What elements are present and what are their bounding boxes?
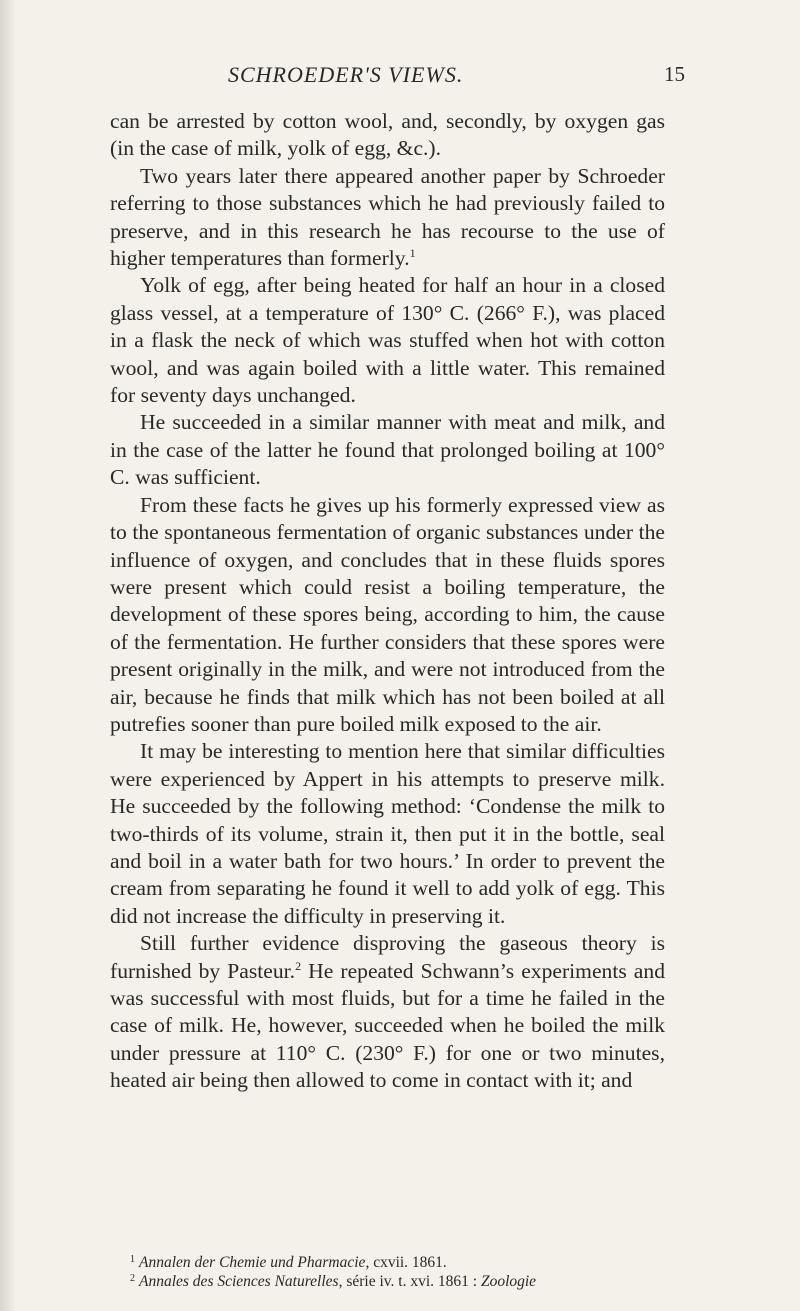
paragraph-5: From these facts he gives up his formerly expressed view as to the spontaneous fermentation of organic substances under the influence of oxygen, and concludes that in these fluids spores were present which could resist a boiling temperature, the development of these spores being, according to him, the cause of the fermentation. He further considers that these spores were present originally in the milk, and were not introduced from the air, because he finds that milk which has not been boiled at all putrefies sooner than pure boiled milk exposed to the air.: [110, 492, 665, 736]
body-text: [110, 108, 665, 1095]
paragraph-7: Still further evidence disproving the gaseous theory is furnished by Pasteur.$^2$ He repeated Schwann’s experiments and was successful with most fluids, but for a time he failed in the case of milk. He, however, succeeded when he boiled the milk under pressure at 110° C. (230° F.) for one or two minutes, heated air being then allowed to come in contact with it; and: [110, 931, 665, 1093]
footnote-1: [130, 1253, 670, 1272]
footnote-section: Zoologie: [480, 1273, 537, 1290]
footnote-mark: 1: [130, 1254, 135, 1265]
footnote-mark: 2: [130, 1273, 135, 1284]
footnote-citation: , cxvii. 1861.: [365, 1254, 447, 1271]
paragraph-4: He succeeded in a similar manner with meat and milk, and in the case of the latter he found that prolonged boiling at 100° C. was sufficient.: [110, 410, 665, 490]
running-head: SCHROEDER'S VIEWS.: [228, 62, 464, 87]
footnotes: [130, 1253, 670, 1291]
paragraph-2: Two years later there appeared another paper by Schroeder referring to those substances which he had previously failed to preserve, and in this research he has recourse to the use of higher temperatures than formerly.$^1$: [110, 163, 665, 271]
footnote-source-title: Annales des Sciences Naturelles: [139, 1273, 339, 1290]
footnote-ref-1[interactable]: 1: [409, 246, 416, 261]
paragraph-3: Yolk of egg, after being heated for half an hour in a closed glass vessel, at a temperature of 130° C. (266° F.), was placed in a flask the neck of which was stuffed when hot with cotton wool, and was again boiled with a little water. This remained for seventy days unchanged.: [110, 273, 665, 408]
page-spine-shadow: [0, 0, 14, 1311]
page-header: [0, 62, 800, 92]
page-number: 15: [664, 62, 685, 86]
footnote-source-title: Annalen der Chemie und Pharmacie: [139, 1254, 366, 1271]
footnote-ref-2[interactable]: 2: [295, 958, 302, 973]
footnote-2: [130, 1272, 670, 1291]
footnote-citation: , série iv. t. xvi. 1861 :: [338, 1273, 481, 1290]
paragraph-6: It may be interesting to mention here that similar difficulties were experienced by Appert in his attempts to preserve milk. He succeeded by the following method: ‘Condense the milk to two-thirds of its volume, strain it, then put it in the bottle, seal and boil in a water bath for two hours.’ In order to prevent the cream from separating he found it well to add yolk of egg. This did not increase the difficulty in preserving it.: [110, 739, 665, 928]
paragraph-1: can be arrested by cotton wool, and, secondly, by oxygen gas (in the case of milk, yolk of egg, &c.).: [110, 109, 665, 161]
